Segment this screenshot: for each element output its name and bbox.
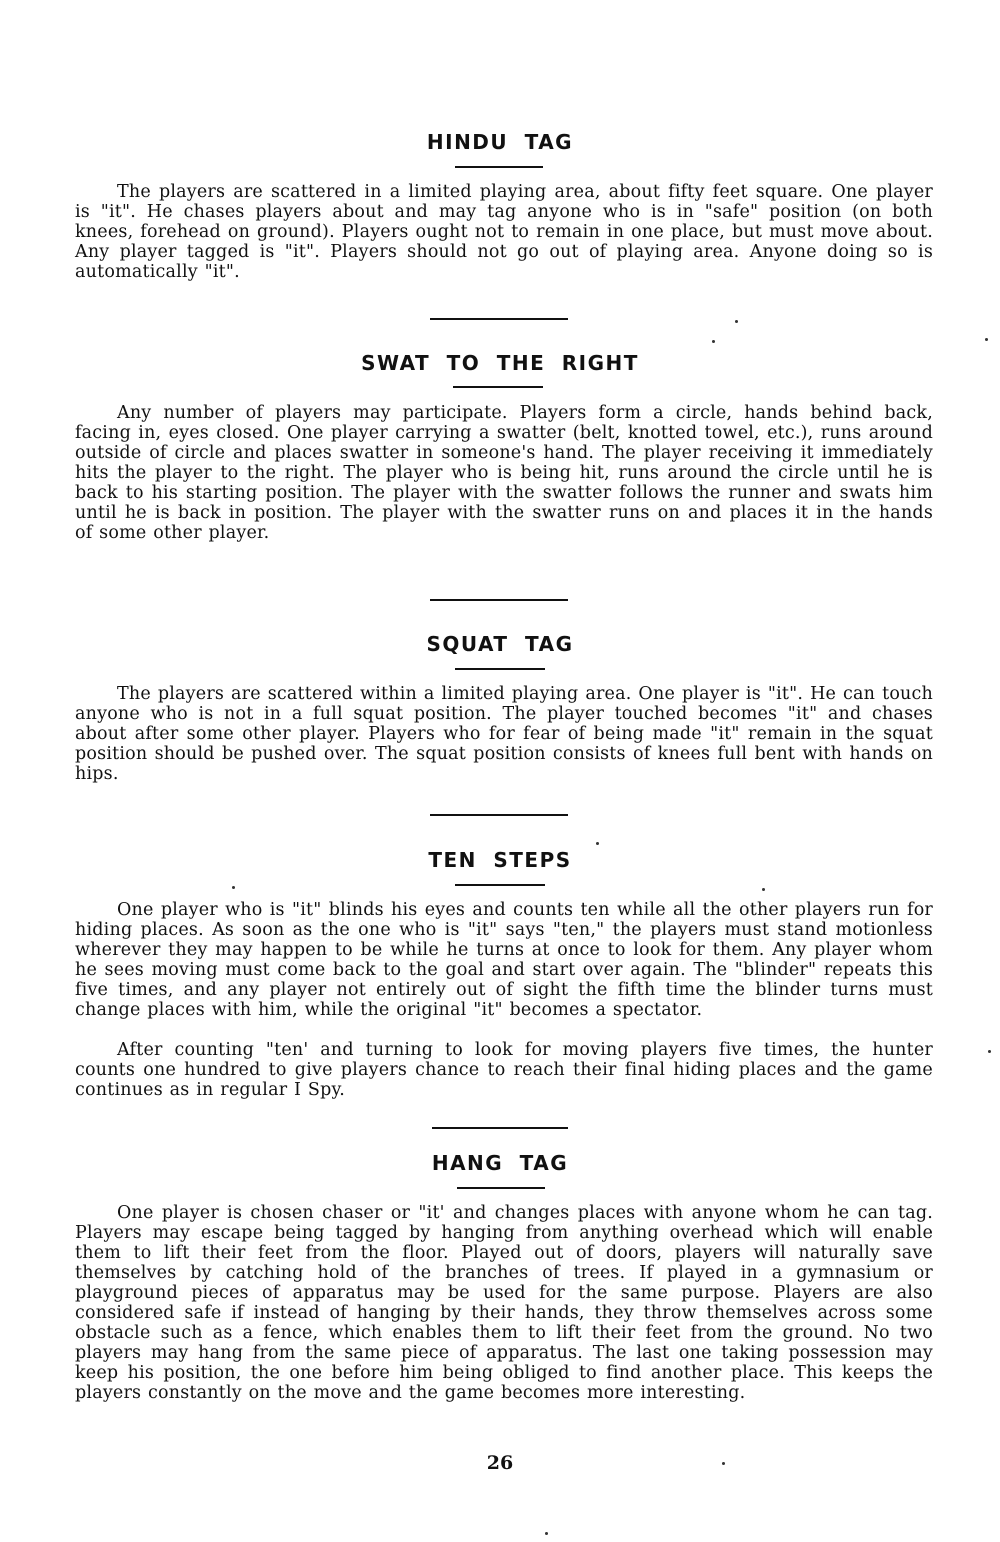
section-title-squat-tag: SQUAT TAG [426,632,574,656]
scan-speck [712,340,715,343]
title-underline [455,166,543,168]
title-underline [457,1187,545,1189]
section-title-hang-tag: HANG TAG [431,1151,569,1175]
section-paragraph: After counting "ten' and turning to look for moving players five times, the hunter counts one hundred to give players chance to reach their final hiding places and the game continues as in regular I Spy. [75,1040,933,1100]
section-title-ten-steps: TEN STEPS [428,848,572,872]
section-paragraph: The players are scattered within a limited playing area. One player is "it". He can touch anyone who is not in a full squat position. The player touched becomes "it" and chases about after some other player. Players who for fear of being made "it" remain in the squat position should be pushed over. The squat position consists of knees full bent with hands on hips. [75,684,933,784]
section-paragraph: The players are scattered in a limited playing area, about fifty feet square. One player is "it". He chases players about and may tag anyone who is in "safe" position (on both knees, forehead on ground). Players ought not to remain in one place, but must move about. Any player tagged is "it". Players should not go out of playing area. Anyone doing so is automatically "it". [75,182,933,282]
section-separator [432,1127,568,1129]
section-separator [430,814,568,816]
scan-speck [596,842,599,845]
page-number: 26 [486,1452,514,1474]
scan-speck [762,888,765,891]
title-underline [453,386,543,388]
section-paragraph: Any number of players may participate. Players form a circle, hands behind back, facing in, eyes closed. One player carrying a swatter (belt, knotted towel, etc.), runs around outside of circle and places swatter in someone's hand. The player receiving it immediately hits the player to the right. The player who is being hit, runs around the circle until he is back to his starting position. The player with the swatter follows the runner and swats him until he is back in position. The player with the swatter runs on and places it in the hands of some other player. [75,403,933,543]
section-separator [430,599,568,601]
section-title-hindu-tag: HINDU TAG [426,130,574,154]
scan-speck [545,1532,548,1535]
section-paragraph: One player who is "it" blinds his eyes and counts ten while all the other players run for hiding places. As soon as the one who is "it" says "ten," the players must stand motionless wherever they may happen to be while he turns at once to look for them. Any player whom he sees moving must come back to the goal and start over again. The "blinder" repeats this five times, and any player not entirely out of sight the fifth time the blinder turns must change places with him, while the original "it" becomes a spectator. [75,900,933,1020]
section-paragraph: One player is chosen chaser or "it' and changes places with anyone whom he can tag. Players may escape being tagged by hanging from anything overhead which will enable them to lift their feet from the floor. Played out of doors, players will naturally save themselves by catching hold of the branches of trees. If played in a gymnasium or playground pieces of apparatus may be used for the same purpose. Players are also considered safe if instead of hanging by their hands, they throw themselves across some obstacle such as a fence, which enables them to lift their feet from the ground. No two players may hang from the same piece of apparatus. The last one taking possession may keep his position, the one before him being obliged to find another place. This keeps the players constantly on the move and the game becomes more interesting. [75,1203,933,1403]
title-underline [455,668,545,670]
title-underline [455,884,545,886]
scan-speck [722,1462,725,1465]
section-title-swat-to-the-right: SWAT TO THE RIGHT [361,351,639,375]
scan-speck [735,320,738,323]
scan-speck [985,338,988,341]
scan-speck [988,1050,991,1053]
section-separator [430,318,568,320]
scan-speck [232,886,235,889]
